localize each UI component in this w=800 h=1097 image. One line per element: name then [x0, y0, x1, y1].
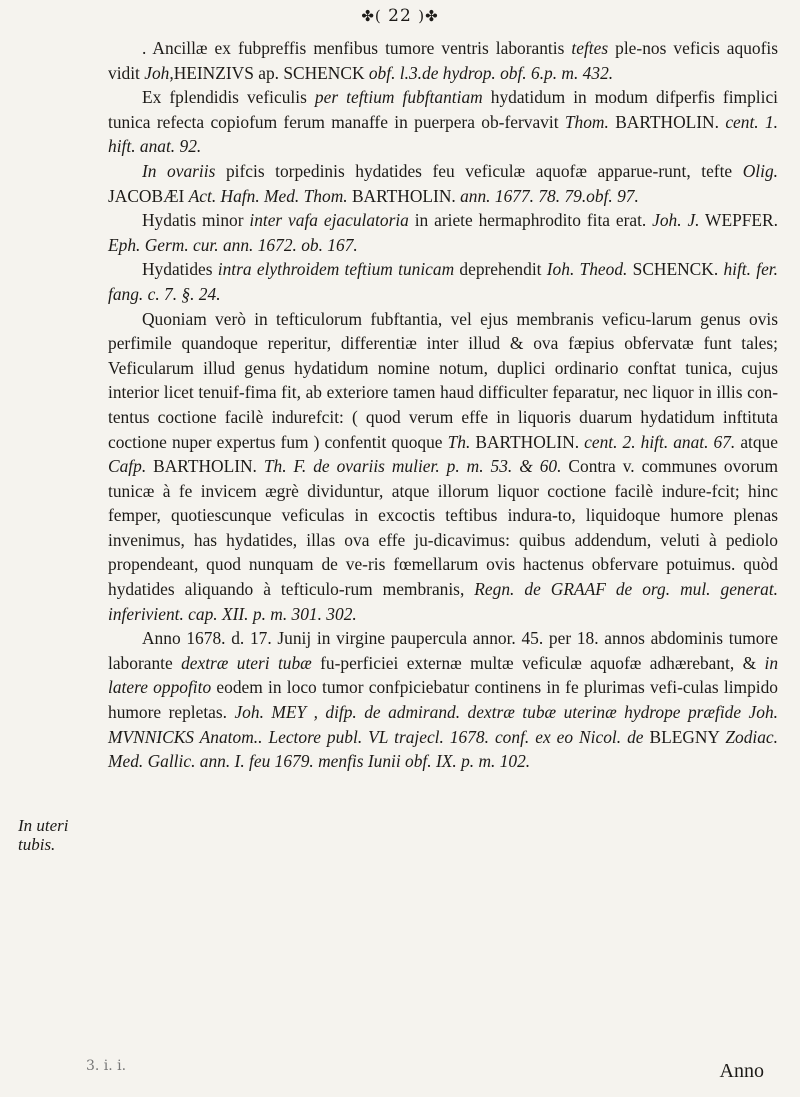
text-run: Cafp.: [108, 456, 147, 477]
text-run: eodem in loco tumor confpiciebatur continens in fe plurimas vefi-culas limpido humore repletas.: [108, 677, 778, 723]
text-run: Ioh. Theod.: [546, 259, 628, 280]
text-run: Th. F. de ovariis mulier. p. m. 53. & 60.: [263, 456, 562, 477]
text-run: WEPFER.: [699, 210, 779, 231]
text-run: fu-perficiei externæ multæ veficulæ aquofæ adhærebant, &: [311, 652, 765, 673]
text-run: obf. l.3.de hydrop. obf. 6.p. m. 432.: [368, 62, 614, 83]
text-run: BARTHOLIN.: [146, 456, 264, 477]
text-run: dextræ uteri tubæ: [181, 652, 312, 673]
text-run: . Ancillæ ex fubpreffis menfibus tumore ventris laborantis: [142, 38, 572, 58]
text-run: BARTHOLIN.: [347, 185, 461, 206]
catchword: Anno: [719, 1060, 764, 1082]
text-run: Joh,: [144, 62, 174, 83]
text-run: Zodiac. Med. Gallic. ann. I. feu 1679. menfis Iunii obf. IX. p. m. 102.: [108, 726, 778, 772]
text-run: in ariete hermaphrodito fita erat.: [408, 210, 653, 231]
paragraph: [108, 36, 778, 85]
text-run: per teftium fubftantiam: [314, 87, 483, 108]
text-run: deprehendit: [454, 259, 547, 280]
text-run: Contra v. communes ovorum tunicæ à fe invicem ægrè dividuntur, atque illorum liquor coctione facilè indure-fcit; hinc femper, quotiescunque veficulas in excoctis teftibus indura-to, liquidoque humore plenas invenimus, has hydatides, illas ova effe ju-dicavimus: quibus addendum, veluti à pediolo propendeant, quod nunquam de ve-ris fœmellarum ovis hactenus obfervare potuimus. quòd hydatides aliquando à tefticulo-rum membranis,: [108, 456, 778, 600]
text-run: Hydatides: [142, 259, 218, 280]
text-run: atque: [735, 431, 778, 452]
text-run: Regn. de GRAAF de org. mul. generat. inferivient. cap. XII. p. m. 301. 302.: [108, 579, 778, 624]
text-run: Thom.: [564, 111, 609, 132]
page-header: [0, 6, 800, 36]
paragraph: [108, 159, 778, 208]
paragraph: [108, 85, 778, 159]
text-run: Olig.: [742, 160, 778, 181]
text-run: Th.: [447, 431, 471, 452]
text-run: teftes: [571, 38, 609, 58]
text-run: cent. 2. hift. anat. 67.: [584, 431, 736, 452]
text-run: JACOBÆI: [108, 185, 189, 206]
text-run: HEINZIVS ap. SCHENCK: [173, 62, 369, 83]
text-run: in latere oppofito: [108, 652, 779, 698]
text-run: intra elythroidem teftium tunicam: [217, 259, 455, 280]
text-run: BLEGNY: [643, 726, 726, 747]
text-run: pifcis torpedinis hydatides feu veficulæ aquofæ apparue-runt, tefte: [215, 160, 743, 181]
margin-note: In uteri tubis.: [18, 816, 69, 854]
paragraph: [108, 626, 778, 774]
paragraph: [108, 257, 778, 306]
text-run: Eph. Germ. cur. ann. 1672. ob. 167.: [108, 234, 358, 255]
body-text: [108, 36, 778, 774]
text-run: inter vafa ejaculatoria: [249, 210, 409, 231]
text-run: Ex fplendidis veficulis: [142, 87, 315, 108]
page-number: 22: [388, 6, 412, 26]
text-run: ple-nos veficis aquofis vidit: [108, 38, 778, 83]
text-run: BARTHOLIN.: [608, 111, 726, 132]
paragraph: [108, 307, 778, 627]
text-run: cent. 1. hift. anat. 92.: [108, 111, 778, 157]
text-run: hydatidum in modum difperfis fimplici tunica refecta copiofum ferum manaffe in puerpera ob-fervavit: [108, 87, 778, 132]
text-run: BARTHOLIN.: [470, 431, 585, 452]
text-run: Hydatis minor: [142, 210, 250, 231]
text-run: Joh. J.: [652, 210, 700, 231]
text-run: Act. Hafn. Med. Thom.: [188, 185, 348, 206]
text-run: SCHENCK.: [627, 259, 724, 280]
text-run: ann. 1677. 78. 79.obf. 97.: [460, 185, 639, 206]
paragraph: [108, 208, 778, 257]
text-run: Anno 1678. d. 17. Junij in virgine paupercula annor. 45. per 18. annos abdominis tumore laborante: [108, 628, 778, 673]
text-run: In ovariis: [142, 160, 216, 181]
signature-mark: 3. i. i.: [86, 1058, 127, 1074]
header-ornament-right: )✤: [418, 7, 439, 25]
text-run: hift. fer. fang. c. 7. §. 24.: [108, 259, 778, 304]
text-run: Quoniam verò in tefticulorum fubftantia, vel ejus membranis veficu-larum genus ovis perfimile quandoque reperitur, differentiæ inter illud & ova fæpius obfervatæ funt tales; Veficularum illud genus hydatidum nomine notum, duplici ordinario conftat tunica, cujus interior licet tenuif-fima fit, ab exteriore tamen haud difficulter feparatur, nec liquor in illis con-tentus coctione facilè indurefcit: ( quod verum effe in liquoris duarum hydatidum inftituta coctione nuper expertus fum ) confentit quoque: [108, 308, 778, 452]
header-ornament-left: ✤(: [361, 7, 382, 25]
text-run: Joh. MEY , difp. de admirand. dextræ tubæ uterinæ hydrope præfide Joh. MVNNICKS Anatom.. Lectore publ. VL trajecl. 1678. conf. ex eo Nicol. de: [108, 702, 778, 747]
